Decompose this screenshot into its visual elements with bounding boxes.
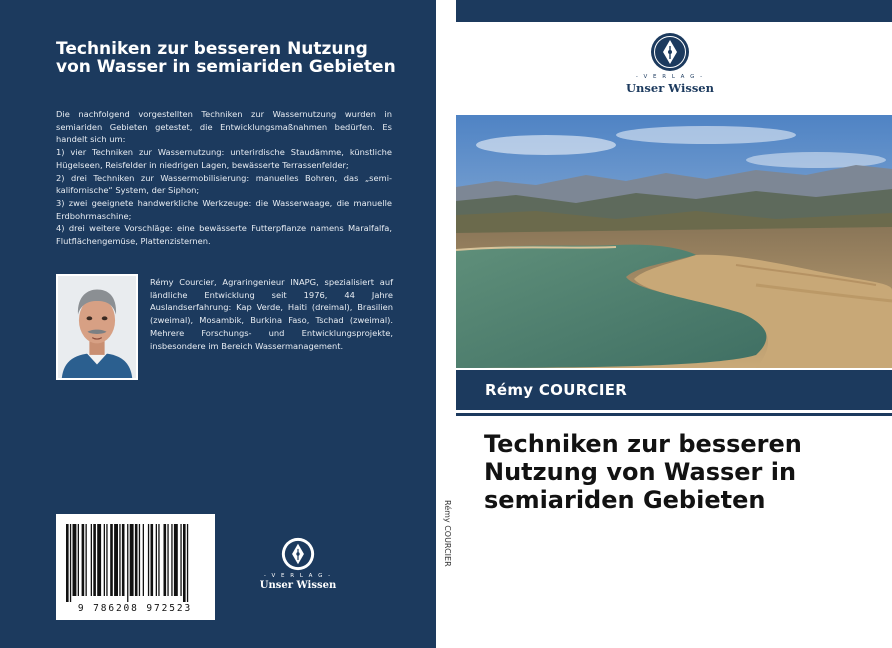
barcode-bar — [156, 524, 157, 596]
front-author-bar — [456, 370, 892, 410]
barcode-bar — [104, 524, 105, 596]
barcode-bar — [91, 524, 92, 596]
front-author-rule — [456, 413, 892, 416]
pen-nib-emblem-icon — [281, 537, 315, 571]
blurb-item-2: 2) drei Techniken zur Wassermobilisierung: manuelles Bohren, das „semi-kalifornische“ System, der Siphon; — [56, 172, 392, 196]
back-cover-title: Techniken zur besseren Nutzung von Wasser in semiariden Gebieten — [56, 39, 396, 77]
barcode-bar — [174, 524, 178, 596]
barcode-bar — [82, 524, 85, 596]
barcode-bar — [119, 524, 120, 596]
barcode-bar — [143, 524, 144, 596]
barcode-bar — [86, 524, 87, 596]
barcode-bar — [66, 524, 69, 602]
barcode-bar — [127, 524, 128, 602]
blurb-intro: Die nachfolgend vorgestellten Techniken zur Wassernutzung wurden in semiariden Gebieten getestet, die Entwicklungsmaßnahmen bedürfen. Es handelt sich um: — [56, 109, 392, 145]
barcode-bar — [151, 524, 154, 596]
isbn-barcode — [56, 514, 215, 620]
blurb-item-1: 1) vier Techniken zur Wassernutzung: unterirdische Staudämme, künstliche Hügelseen, Reisfelder in niedrigen Lagen, bewässerte Terrassenfelder; — [56, 147, 392, 170]
barcode-bar — [93, 524, 96, 596]
author-bio: Rémy Courcier, Agraringenieur INAPG, spezialisiert auf ländliche Entwicklung seit 1976, 44 Jahre Auslandserfahrung: Kap Verde, Haiti (dreimal), Brasilien (zweimal), Mosambik, Burkina Faso, Tschad (zweimal). Mehrere Forschungs- und Entwicklungsprojekte, insbesondere im Bereich Wassermanagement. — [150, 277, 393, 351]
front-publisher-logo — [624, 32, 716, 95]
barcode-bar — [183, 524, 186, 602]
barcode-bar — [130, 524, 134, 596]
front-cover — [456, 0, 892, 648]
barcode-bar — [187, 524, 188, 602]
front-publisher-verlag: - V E R L A G - — [635, 74, 705, 80]
barcode-bar — [139, 524, 140, 596]
barcode-bar — [167, 524, 168, 596]
barcode-bar — [171, 524, 172, 596]
barcode-bar — [97, 524, 101, 596]
back-cover — [0, 0, 436, 648]
spine-author: Rémy COURCIER — [443, 500, 452, 567]
isbn-digits: 9 786208 972523 — [77, 603, 193, 614]
back-publisher-verlag: - V E R L A G - — [263, 573, 333, 579]
back-publisher-brand: Unser Wissen — [259, 580, 337, 591]
front-cover-title: Techniken zur besseren Nutzung von Wasser in semiariden Gebieten — [484, 430, 802, 514]
barcode-bar — [148, 524, 149, 596]
barcode-bar — [70, 524, 71, 602]
back-publisher-logo — [258, 537, 338, 591]
blurb-item-4: 4) drei weitere Vorschläge: eine bewässerte Futterpflanze namens Maralfalfa, Flutflächengemüse, Plattenzisternen. — [56, 223, 392, 247]
pen-nib-emblem-icon — [650, 32, 690, 72]
barcode-bar — [114, 524, 118, 596]
cover-landscape-photo — [456, 115, 892, 368]
barcode-bar — [73, 524, 77, 596]
barcode-bar — [122, 524, 125, 596]
front-publisher-brand: Unser Wissen — [626, 81, 714, 95]
blurb-item-3: 3) zwei geeignete handwerkliche Werkzeuge: die Wasserwaage, die manuelle Erdbohrmaschine; — [56, 197, 392, 221]
back-cover-blurb — [56, 108, 392, 248]
front-author-name: Rémy COURCIER — [485, 381, 628, 399]
barcode-bar — [180, 524, 181, 596]
barcode-bar — [135, 524, 138, 596]
barcode-bar — [110, 524, 113, 596]
barcode-bar — [106, 524, 107, 596]
barcode-bar — [164, 524, 167, 596]
barcode-bar — [78, 524, 79, 596]
author-photo — [56, 274, 138, 380]
front-top-bar — [456, 0, 892, 22]
barcode-bar — [158, 524, 159, 596]
